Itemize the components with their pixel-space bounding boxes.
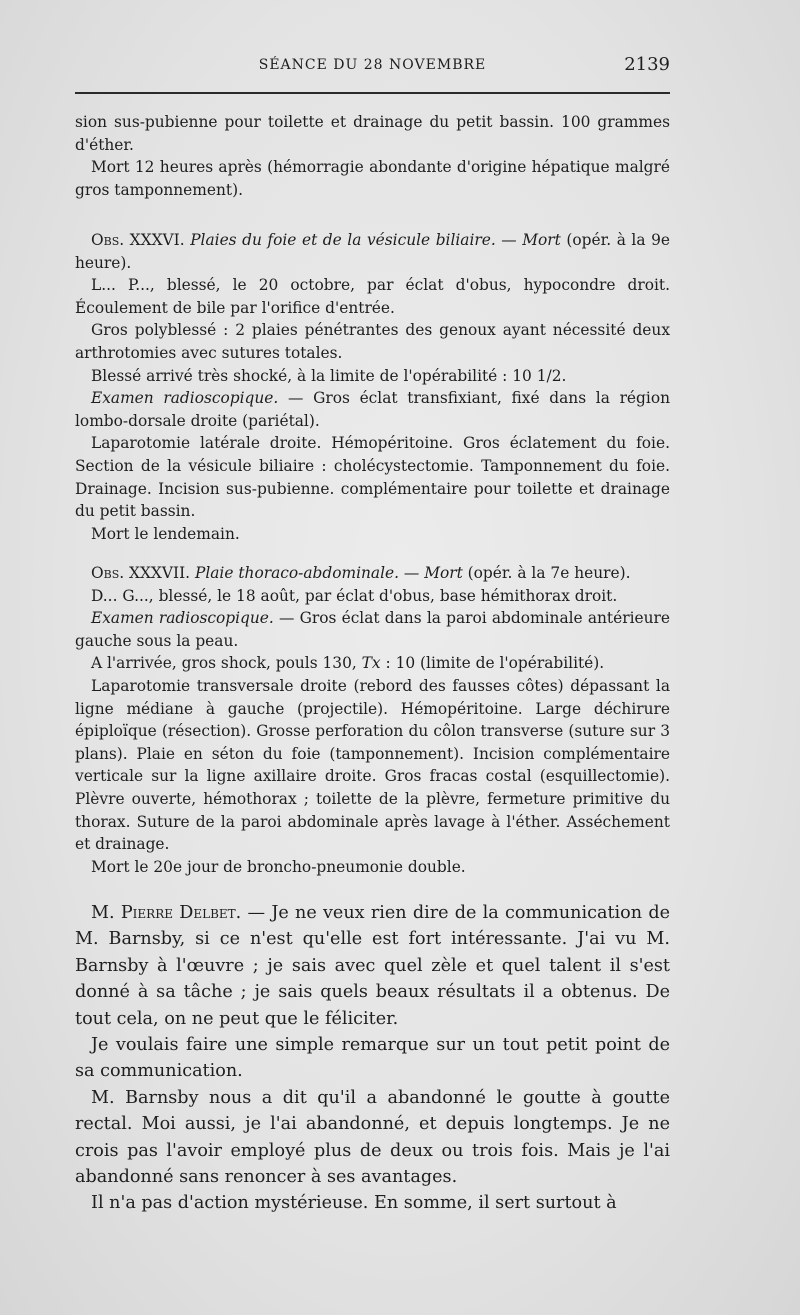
text-run: A l'arrivée, gros shock, pouls 130, <box>91 654 362 673</box>
speaker-name: Pierre Delbet <box>120 903 236 923</box>
paragraph: Mort 12 heures après (hémorragie abondante d'origine hépatique malgré gros tamponnement). <box>75 158 670 199</box>
header-rule <box>75 92 670 94</box>
observation-timing: (opér. à la 7e heure). <box>462 564 631 582</box>
discussion-section <box>75 900 670 1217</box>
exam-label: Examen radioscopique. <box>91 389 279 408</box>
exam-paragraph <box>75 387 670 432</box>
paragraph <box>75 652 670 675</box>
observation-outcome: Mort <box>424 564 463 582</box>
observation-title: Plaie thoraco-abdominale. <box>194 564 399 582</box>
continued-observation <box>75 111 670 201</box>
text-run: : 10 (limite de l'opérabilité). <box>380 654 605 673</box>
exam-text: — Gros éclat dans la paroi abdominale antérieure gauche sous la peau. <box>75 609 670 650</box>
paragraph: Mort le 20e jour de broncho-pneumonie double. <box>91 857 466 876</box>
observation-title: Plaies du foie et de la vésicule biliaire. <box>190 231 496 249</box>
paragraph: D... G..., blessé, le 18 août, par éclat d'obus, base hémithorax droit. <box>91 586 618 605</box>
page-header <box>75 52 670 82</box>
paragraph: Laparotomie latérale droite. Hémopéritoine. Gros éclatement du foie. Section de la vésicule biliaire : cholécystectomie. Tamponnement du foie. Drainage. Incision sus-pubienne. complémentaire pour toilette et drainage du petit bassin. <box>75 434 670 521</box>
running-head: SÉANCE DU 28 NOVEMBRE <box>258 57 487 73</box>
heading-dash: — <box>495 231 523 249</box>
paragraph: Gros polyblessé : 2 plaies pénétrantes des genoux ayant nécessité deux arthrotomies avec sutures totales. <box>75 321 670 362</box>
observation-outcome: Mort <box>522 231 561 249</box>
observation-timing: (opér. à la 9e heure). <box>75 231 670 272</box>
page-number: 2139 <box>624 54 670 75</box>
paragraph: Mort le lendemain. <box>91 524 240 543</box>
tx-symbol: Tx <box>361 654 381 673</box>
heading-dash: — <box>399 564 425 582</box>
paragraph: sion sus-pubienne pour toilette et drainage du petit bassin. 100 grammes d'éther. <box>75 113 670 154</box>
observation-heading <box>75 229 670 274</box>
paragraph <box>75 900 670 1032</box>
exam-paragraph <box>75 607 670 652</box>
observation-label: Obs. XXXVII. <box>91 564 191 582</box>
paragraph: Je voulais faire une simple remarque sur un tout petit point de sa communication. <box>75 1035 670 1082</box>
exam-text: — Gros éclat transfixiant, fixé dans la région lombo-dorsale droite (pariétal). <box>75 389 670 430</box>
paragraph: Il n'a pas d'action mystérieuse. En somme, il sert surtout à <box>91 1193 617 1214</box>
observation-label: Obs. XXXVI. <box>91 231 185 249</box>
paragraph: Blessé arrivé très shocké, à la limite de l'opérabilité : 10 1/2. <box>91 366 567 385</box>
observation-37 <box>75 562 670 878</box>
exam-label: Examen radioscopique. <box>91 609 274 628</box>
observation-heading <box>75 562 670 585</box>
paragraph: M. Barnsby nous a dit qu'il a abandonné le goutte à goutte rectal. Moi aussi, je l'ai abandonné, et depuis longtemps. Je ne crois pas l'avoir employé plus de deux ou trois fois. Mais je l'ai abandonné sans renoncer à ses avantages. <box>75 1087 670 1188</box>
speaker-prefix: M. <box>91 903 121 923</box>
paragraph: Laparotomie transversale droite (rebord des fausses côtes) dépassant la ligne médiane à gauche (projectile). Hémopéritoine. Large déchirure épiploïque (résection). Grosse perforation du côlon transverse (suture sur 3 plans). Plaie en séton du foie (tamponnement). Incision complémentaire verticale sur la ligne axillaire droite. Gros fracas costal (esquillectomie). Plèvre ouverte, hémothorax ; toilette de la plèvre, fermeture primitive du thorax. Suture de la paroi abdominale après lavage à l'éther. Asséchement et drainage. <box>75 676 670 854</box>
paragraph: L... P..., blessé, le 20 octobre, par éclat d'obus, hypocondre droit. Écoulement de bile par l'orifice d'entrée. <box>75 276 670 317</box>
text-run: . — Je ne veux rien dire de la communication de M. Barnsby, si ce n'est qu'elle est fort intéressante. J'ai vu M. Barnsby à l'œuvre ; je sais avec quel zèle et quel talent il s'est donné à sa tâche ; je sais quels beaux résultats il a obtenus. De tout cela, on ne peut que le féliciter. <box>75 903 670 1029</box>
observation-36 <box>75 229 670 545</box>
